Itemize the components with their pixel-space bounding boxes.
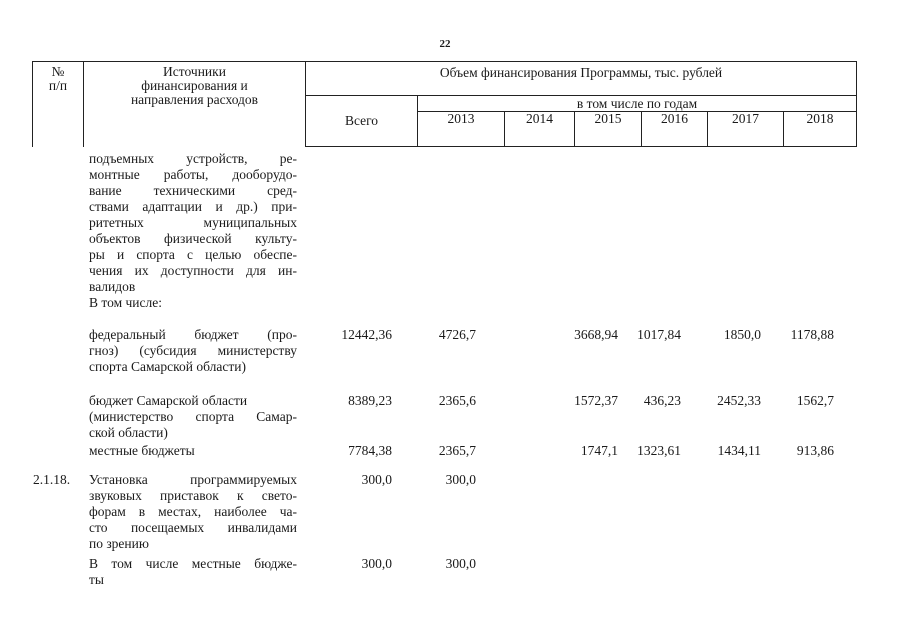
description-line: объектов физической культу- (89, 231, 297, 246)
cell-2013: 300,0 (445, 472, 476, 487)
cell-2017: 1434,11 (717, 443, 761, 458)
description-line: (министерство спорта Самар- (89, 409, 297, 424)
row-description (89, 472, 297, 552)
description-line: форам в местах, наиболее ча- (89, 504, 297, 519)
row-description (89, 393, 297, 441)
description-line: чения их доступности для ин- (89, 263, 297, 278)
description-line: ты (89, 572, 104, 587)
header-by-years: в том числе по годам (418, 96, 857, 112)
header-funding-title (306, 62, 857, 96)
row-description (89, 151, 297, 311)
description-line: сто посещаемых инвалидами (89, 520, 297, 535)
description-line: местные бюджеты (89, 443, 195, 458)
description-line: звуковых приставок к свето- (89, 488, 297, 503)
description-line: федеральный бюджет (про- (89, 327, 297, 342)
row-description (89, 327, 297, 375)
header-num-line: п/п (48, 78, 68, 93)
cell-total: 300,0 (361, 472, 392, 487)
header-sources-line: Источники (163, 64, 226, 79)
cell-2018: 913,86 (796, 443, 834, 458)
description-line: ской области) (89, 425, 168, 440)
header-num-line: № (51, 64, 65, 79)
description-line: В том числе: (89, 295, 162, 310)
header-year-2014: 2014 (505, 112, 575, 147)
cell-2017: 1850,0 (723, 327, 761, 342)
cell-total: 8389,23 (348, 393, 392, 408)
cell-2015: 1572,37 (574, 393, 618, 408)
cell-total: 7784,38 (348, 443, 392, 458)
description-line: ствами адаптации и др.) при- (89, 199, 297, 214)
header-year-2017: 2017 (708, 112, 784, 147)
cell-2018: 1178,88 (790, 327, 834, 342)
header-year-2016: 2016 (642, 112, 708, 147)
header-year-2018: 2018 (784, 112, 857, 147)
description-line: вание техническими сред- (89, 183, 297, 198)
cell-2015: 3668,94 (574, 327, 618, 342)
header-total: Всего (306, 96, 418, 147)
row-description (89, 556, 297, 588)
description-line: монтные работы, дооборудо- (89, 167, 297, 182)
description-line: гноз) (субсидия министерству (89, 343, 297, 358)
description-line: В том числе местные бюдже- (89, 556, 297, 571)
description-line: ритетных муниципальных (89, 215, 297, 230)
cell-2018: 1562,7 (796, 393, 834, 408)
header-num-cell (33, 62, 84, 147)
cell-2016: 436,23 (643, 393, 681, 408)
description-line: по зрению (89, 536, 149, 551)
description-line: спорта Самарской области) (89, 359, 246, 374)
cell-2016: 1323,61 (637, 443, 681, 458)
cell-2013: 2365,6 (438, 393, 476, 408)
cell-2013: 4726,7 (438, 327, 476, 342)
header-year-2013: 2013 (418, 112, 505, 147)
cell-2017: 2452,33 (717, 393, 761, 408)
row-number: 2.1.18. (33, 472, 71, 487)
header-year-2015: 2015 (575, 112, 642, 147)
header-sources-line: направления расходов (130, 92, 259, 107)
description-line: ры и спорта с целью обеспе- (89, 247, 297, 262)
cell-total: 300,0 (361, 556, 392, 571)
cell-2013: 2365,7 (438, 443, 476, 458)
page-number: 22 (439, 38, 451, 50)
description-line: подъемных устройств, ре- (89, 151, 297, 166)
cell-2015: 1747,1 (580, 443, 618, 458)
description-line: валидов (89, 279, 136, 294)
description-line: бюджет Самарской области (89, 393, 248, 408)
row-description (89, 443, 297, 459)
header-funding-title-text: Объем финансирования Программы, тыс. рублей (439, 65, 723, 80)
cell-total: 12442,36 (341, 327, 392, 342)
header-sources-cell (84, 62, 306, 147)
cell-2013: 300,0 (445, 556, 476, 571)
table-header (32, 61, 857, 147)
header-sources-line: финансирования и (141, 78, 248, 93)
description-line: Установка программируемых (89, 472, 297, 487)
cell-2016: 1017,84 (637, 327, 681, 342)
